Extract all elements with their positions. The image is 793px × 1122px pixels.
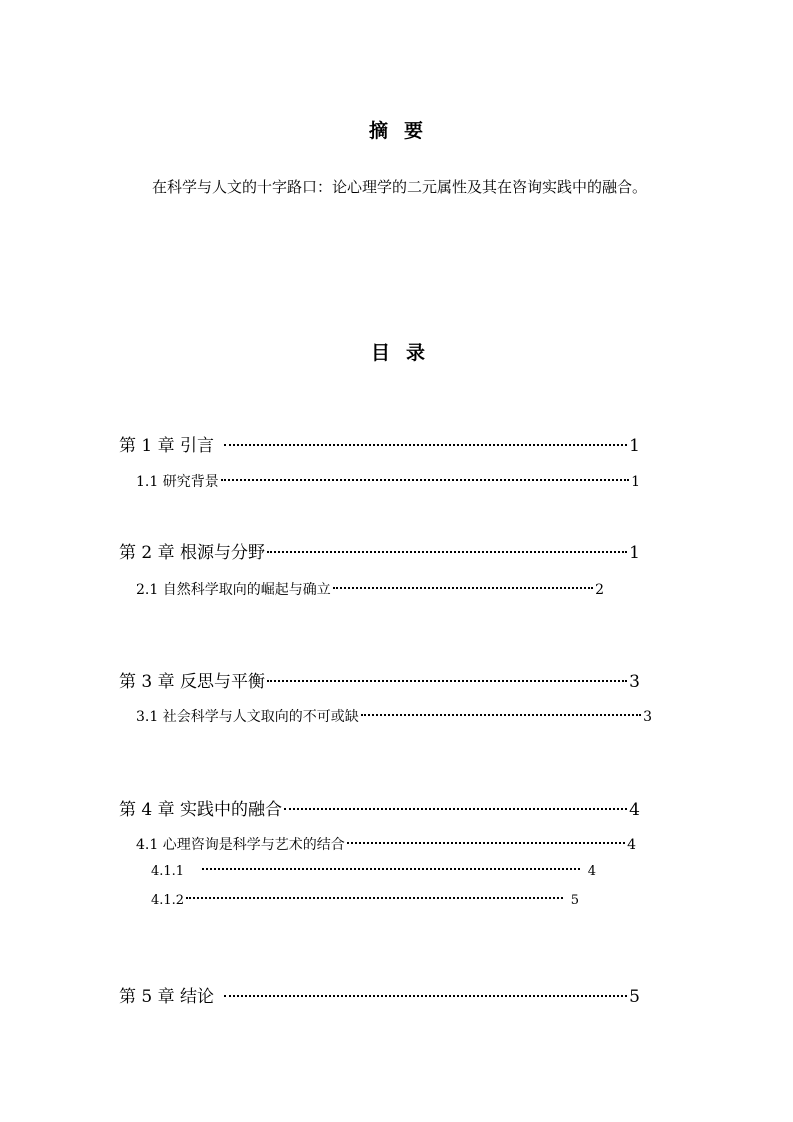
- toc-leader-dots: [361, 714, 641, 716]
- toc-entry-subsection-4-1-1[interactable]: [151, 864, 596, 879]
- toc-entry-label: 4.1 心理咨询是科学与艺术的结合: [136, 837, 345, 853]
- toc-leader-dots: [267, 551, 627, 553]
- toc-entry-page: 4: [629, 800, 640, 820]
- toc-leader-dots: [224, 995, 627, 997]
- toc-entry-page: 5: [629, 987, 640, 1007]
- toc-entry-page: 1: [631, 474, 640, 490]
- toc-entry-label: 第 5 章 结论: [119, 987, 215, 1007]
- toc-entry-page: 1: [629, 436, 640, 456]
- toc-entry-page: 4: [587, 864, 596, 879]
- toc-entry-section-2-1[interactable]: [136, 579, 604, 599]
- toc-entry-chapter-4[interactable]: [119, 795, 640, 820]
- toc-entry-section-3-1[interactable]: [136, 706, 652, 726]
- toc-entry-label: 1.1 研究背景: [136, 474, 219, 490]
- toc-entry-section-4-1[interactable]: [136, 834, 636, 854]
- toc-entry-label: 第 4 章 实践中的融合: [119, 800, 283, 820]
- toc-entry-page: 2: [595, 582, 604, 598]
- toc-entry-label: 2.1 自然科学取向的崛起与确立: [136, 582, 331, 598]
- toc-leader-dots: [221, 479, 629, 481]
- toc-entry-chapter-1[interactable]: [119, 431, 640, 456]
- toc-entry-label: 第 2 章 根源与分野: [119, 543, 266, 563]
- abstract-heading: 摘要: [369, 120, 440, 142]
- toc-leader-dots: [333, 587, 593, 589]
- toc-leader-dots: [347, 842, 625, 844]
- abstract-text: 在科学与人文的十字路口：论心理学的二元属性及其在咨询实践中的融合。: [152, 178, 648, 196]
- toc-leader-dots: [202, 868, 580, 870]
- toc-entry-label: 第 1 章 引言: [119, 436, 215, 456]
- toc-entry-chapter-2[interactable]: [119, 538, 640, 563]
- toc-entry-label: 第 3 章 反思与平衡: [119, 672, 266, 692]
- toc-leader-dots: [186, 897, 563, 899]
- toc-leader-dots: [224, 444, 627, 446]
- toc-entry-page: 4: [627, 837, 636, 853]
- toc-leader-dots: [284, 808, 627, 810]
- toc-entry-page: 5: [570, 893, 579, 908]
- toc-leader-dots: [267, 680, 627, 682]
- toc-entry-chapter-5[interactable]: [119, 982, 640, 1007]
- toc-entry-label: 4.1.2: [151, 893, 185, 908]
- toc-entry-page: 3: [643, 709, 652, 725]
- toc-entry-chapter-3[interactable]: [119, 667, 640, 692]
- toc-entry-subsection-4-1-2[interactable]: [151, 893, 579, 908]
- toc-entry-label: 3.1 社会科学与人文取向的不可或缺: [136, 709, 359, 725]
- toc-heading: 目录: [371, 342, 442, 364]
- toc-entry-section-1-1[interactable]: [136, 471, 640, 491]
- toc-entry-page: 1: [629, 543, 640, 563]
- toc-entry-page: 3: [629, 672, 640, 692]
- toc-entry-label: 4.1.1: [151, 864, 185, 879]
